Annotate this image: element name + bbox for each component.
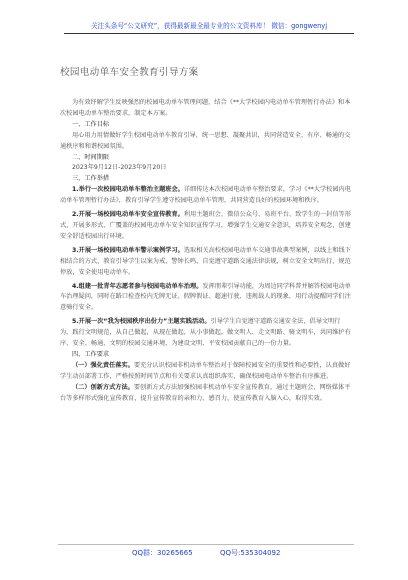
measure-item-2 bbox=[60, 210, 352, 243]
section-heading-measures: 三、工作举措 bbox=[72, 175, 110, 183]
requirement-item-1 bbox=[60, 361, 352, 383]
footer-qq-number: QQ号:535304092 bbox=[220, 549, 281, 557]
requirement-2-lead: （二）创新方式方法。 bbox=[72, 383, 134, 391]
measure-2-lead: 2.开展一场校园电动单车安全宣传教育。 bbox=[72, 211, 184, 219]
requirement-2-text: 要创新方式方法加强校园非机动单车安全宣传教育，通过主题班会、网络媒体平台等多样形式强化宣传教育，提升宣传教育的亲和力、感召力，使宣传教育入脑入心，取得实效。 bbox=[60, 383, 351, 402]
intro-paragraph: 为有效纾解学生反映强烈的校园电动单车管理问题，结合《**大学校园内电动单车管理暂行办法》和本次校园电动单车整治要求，制定本方案。 bbox=[60, 99, 351, 117]
measure-4-lead: 4.组建一批青年志愿者参与校园电动单车治理。 bbox=[72, 282, 203, 290]
measure-item-3 bbox=[60, 246, 352, 279]
measure-item-5 bbox=[60, 317, 352, 350]
section-heading-requirements: 四、工作要求 bbox=[72, 350, 110, 358]
measure-3-lead: 3.开展一场校园电动单车警示案例学习。 bbox=[72, 246, 184, 254]
measure-item-4 bbox=[60, 282, 352, 315]
measure-5-lead: 5.开展一次“我为校园秩序出份力”主题实践活动。 bbox=[72, 318, 211, 326]
document-title: 校园电动单车安全教育引导方案 bbox=[60, 67, 199, 78]
measure-1-text: 详细传达本次校园电动单车整治要求，学习《**大学校园内电动单车管理暂行办法》，教育引导学生遵守校园电动单车管理，共同营造良好的校园环境和秩序。 bbox=[60, 186, 351, 205]
section-heading-goals: 一、工作目标 bbox=[72, 120, 110, 128]
measure-3-text: 选取相关高校校园电动单车交通事故典型案例，以线上和线下相结合的方式，教育引导学生以案为戒、警钟长鸣，自觉遵守道路交通法律法规，树立安全文明出行，规范停放，安全使用电动单车。 bbox=[60, 246, 351, 276]
goals-paragraph: 用心用力用情做好学生校园电动单车教育引导，统一思想、凝聚共识，共同营造安全、有序、畅通的交通秩序和和谐校园氛围。 bbox=[60, 131, 351, 150]
footer-divider bbox=[58, 544, 354, 545]
requirement-1-lead: （一）强化责任落实。 bbox=[72, 361, 134, 369]
measure-4-text: 发挥朋辈引导功能，为周边同学科普并解答校园电动单车治理疑问，同时在路口检查校内无牌无证、假牌假证、超速行驶、违规载人的现象，用行动提醒同学们注意骑行安全。 bbox=[60, 282, 351, 312]
measure-2-text: 利用主题班会，微信公众号、易班平台、致学生的一封信等形式，开展多形式、广覆盖的校园电动单车安全知识宣传学习，增强学生交通安全意识，培养安全观念，创建安全舒适校园出行环境。 bbox=[60, 211, 351, 240]
section-heading-period: 二、时间期限 bbox=[72, 153, 110, 161]
requirement-1-text: 要充分认识校园非机动单车整治对于保障校园安全的重要性和必要性，认真做好学生动员部署工作，严格按照时间节点和有关要求认真组织落实，确保校园电动单车整治有序推进。 bbox=[60, 361, 351, 380]
measure-item-1 bbox=[60, 185, 352, 207]
period-text: 2023年9月12日-2023年9月20日 bbox=[72, 164, 167, 172]
requirement-item-2 bbox=[60, 383, 352, 405]
promo-banner: 关注头条号“公文研究”，获得最新最全最专业的公文资料库！ 微信：gongwenyj bbox=[64, 22, 354, 34]
measure-1-lead: 1.举行一次校园电动单车整治主题班会。 bbox=[72, 186, 184, 194]
footer-qq-group: QQ群：30265665 bbox=[132, 549, 193, 557]
measure-5-text: 引导学生自觉遵守道路交通安全法，倡导文明行为，践行文明规范，从自己做起，从现在做起，从小事做起，做文明人、走文明路、骑文明车，共同维护有序、安全、畅通、文明的校园交通环境，为建设文明、平安校园贡献自己的一份力量。 bbox=[60, 318, 351, 348]
document-body bbox=[60, 98, 352, 404]
